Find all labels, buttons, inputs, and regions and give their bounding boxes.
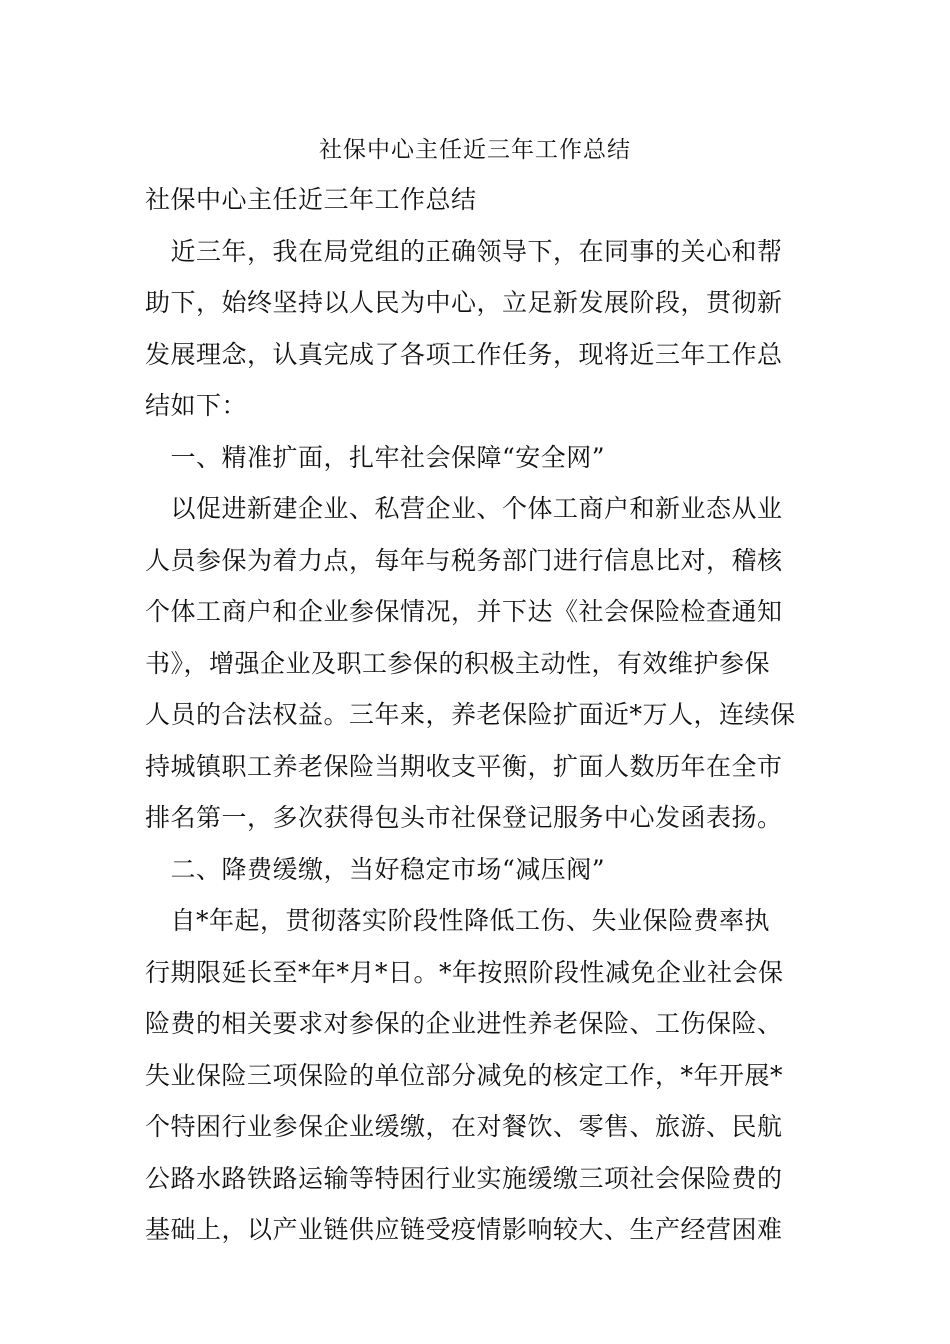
paragraph-line: 以促进新建企业、私营企业、个体工商户和新业态从业 [145, 494, 783, 523]
paragraph-line: 书》，增强企业及职工参保的积极主动性，有效维护参保 [145, 649, 771, 678]
paragraph-line: 排名第一，多次获得包头市社保登记服务中心发函表扬。 [145, 803, 783, 832]
paragraph-line: 公路水路铁路运输等特困行业实施缓缴三项社会保险费的 [145, 1164, 783, 1193]
paragraph-line: 人员的合法权益。三年来，养老保险扩面近*万人，连续保 [145, 700, 796, 729]
paragraph-line: 个特困行业参保企业缓缴，在对餐饮、零售、旅游、民航 [145, 1112, 783, 1141]
paragraph-line: 个体工商户和企业参保情况，并下达《社会保险检查通知 [145, 597, 783, 626]
paragraph-line: 近三年，我在局党组的正确领导下，在同事的关心和帮 [145, 237, 783, 266]
paragraph-line: 二、降费缓缴，当好稳定市场“减压阀” [145, 855, 606, 884]
paragraph-line: 失业保险三项保险的单位部分减免的核定工作，*年开展* [145, 1061, 784, 1090]
paragraph-line: 助下，始终坚持以人民为中心，立足新发展阶段，贯彻新 [145, 288, 783, 317]
document-subtitle: 社保中心主任近三年工作总结 [145, 185, 477, 214]
paragraph-line: 人员参保为着力点，每年与税务部门进行信息比对，稽核 [145, 546, 783, 575]
paragraph-line: 险费的相关要求对参保的企业进性养老保险、工伤保险、 [145, 1009, 783, 1038]
paragraph-line: 行期限延长至*年*月*日。*年按照阶段性减免企业社会保 [145, 958, 784, 987]
paragraph-line: 发展理念，认真完成了各项工作任务，现将近三年工作总 [145, 340, 783, 369]
paragraph-line: 持城镇职工养老保险当期收支平衡，扩面人数历年在全市 [145, 752, 783, 781]
paragraph-line: 基础上，以产业链供应链受疫情影响较大、生产经营困难 [145, 1215, 783, 1244]
paragraph-line: 一、精准扩面，扎牢社会保障“安全网” [145, 443, 606, 472]
document-title: 社保中心主任近三年工作总结 [319, 137, 631, 163]
paragraph-line: 结如下： [145, 391, 248, 420]
paragraph-line: 自*年起，贯彻落实阶段性降低工伤、失业保险费率执 [145, 906, 771, 935]
